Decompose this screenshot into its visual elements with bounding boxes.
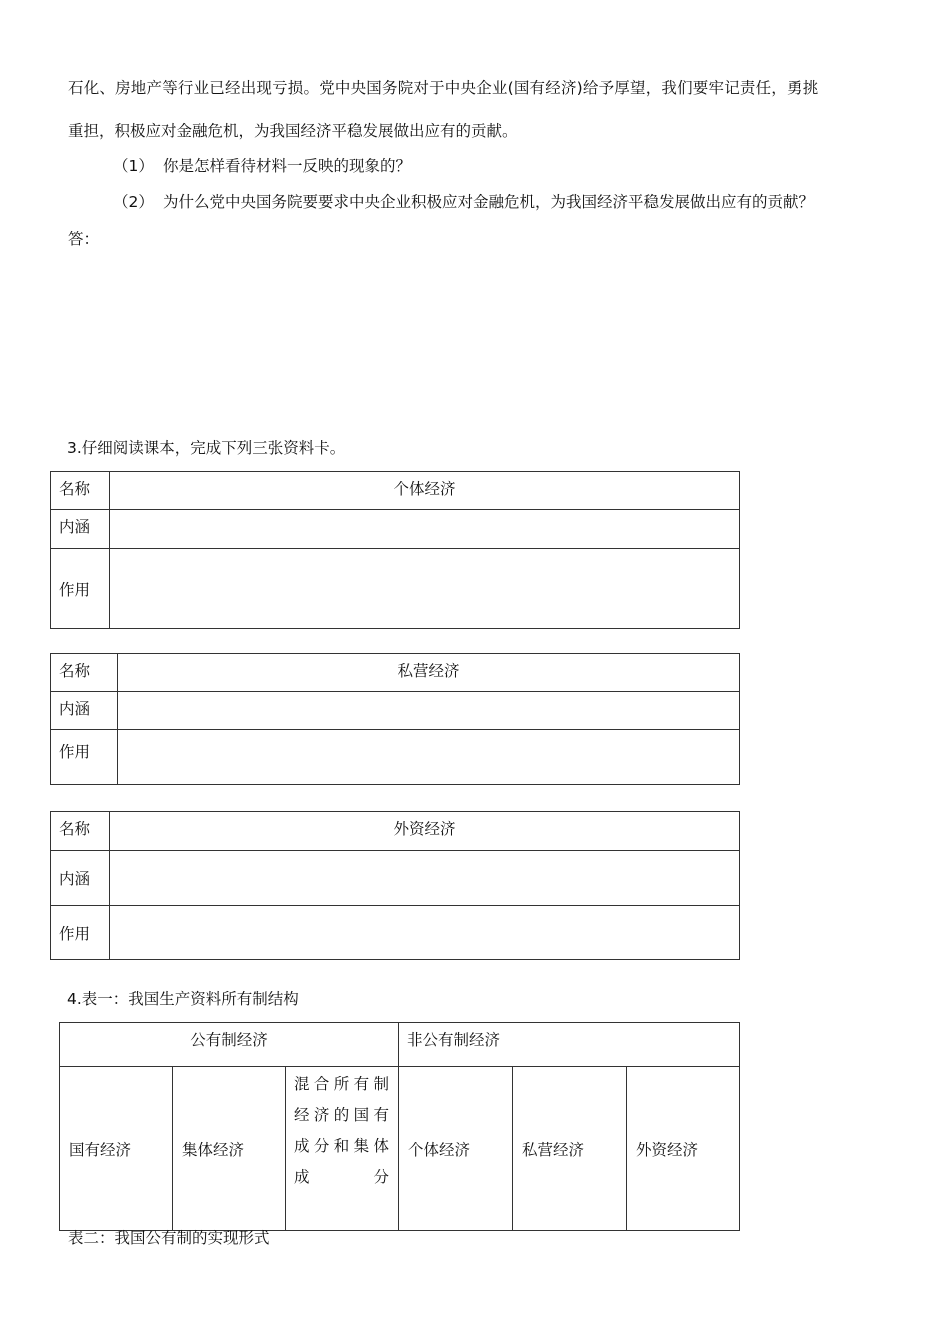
- info-card-private: [50, 653, 740, 785]
- card-3-role-field[interactable]: [110, 906, 740, 960]
- info-card-individual: [50, 471, 740, 629]
- table-cell-mixed-ownership: 混合所有制经济的国有成分和集体成分: [286, 1067, 399, 1231]
- card-1-name-value: 个体经济: [110, 472, 740, 510]
- info-card-foreign: [50, 811, 740, 960]
- card-1-name-label: 名称: [51, 472, 110, 510]
- table-cell-foreign-economy: 外资经济: [627, 1067, 740, 1231]
- section-3-heading: 3.仔细阅读课本，完成下列三张资料卡。: [67, 439, 346, 457]
- card-1-role-field[interactable]: [110, 549, 740, 629]
- card-2-name-value: 私营经济: [118, 654, 740, 692]
- table-cell-private-economy: 私营经济: [513, 1067, 627, 1231]
- question-2: [113, 190, 814, 212]
- card-2-role-label: 作用: [51, 730, 118, 785]
- question-1-text: 你是怎样看待材料一反映的现象的？: [163, 157, 412, 175]
- card-2-name-label: 名称: [51, 654, 118, 692]
- card-2-meaning-label: 内涵: [51, 692, 118, 730]
- card-1-meaning-label: 内涵: [51, 510, 110, 549]
- card-1-meaning-field[interactable]: [110, 510, 740, 549]
- section-4-heading: 4.表一：我国生产资料所有制结构: [67, 990, 299, 1008]
- card-3-role-label: 作用: [51, 906, 110, 960]
- table-cell-individual-economy: 个体经济: [399, 1067, 513, 1231]
- table-2-title: 表二：我国公有制的实现形式: [68, 1229, 270, 1247]
- question-2-number: （2）: [113, 193, 154, 211]
- card-3-name-label: 名称: [51, 812, 110, 851]
- passage-line-1: 石化、房地产等行业已经出现亏损。党中央国务院对于中央企业(国有经济)给予厚望，我们要牢记责任，勇挑: [68, 79, 819, 97]
- card-2-role-field[interactable]: [118, 730, 740, 785]
- question-1: [113, 154, 411, 176]
- card-3-name-value: 外资经济: [110, 812, 740, 851]
- card-1-role-label: 作用: [51, 549, 110, 629]
- card-2-meaning-field[interactable]: [118, 692, 740, 730]
- answer-label: 答：: [68, 230, 100, 248]
- card-3-meaning-label: 内涵: [51, 851, 110, 906]
- nonpublic-economy-header: 非公有制经济: [399, 1023, 740, 1067]
- passage-line-2: 重担，积极应对金融危机，为我国经济平稳发展做出应有的贡献。: [68, 122, 518, 140]
- table-cell-state-economy: 国有经济: [60, 1067, 173, 1231]
- question-2-text: 为什么党中央国务院要要求中央企业积极应对金融危机，为我国经济平稳发展做出应有的贡献？: [163, 193, 815, 211]
- question-1-number: （1）: [113, 157, 154, 175]
- public-economy-header: 公有制经济: [60, 1023, 399, 1067]
- table-cell-collective-economy: 集体经济: [173, 1067, 286, 1231]
- ownership-structure-table: [59, 1022, 740, 1231]
- card-3-meaning-field[interactable]: [110, 851, 740, 906]
